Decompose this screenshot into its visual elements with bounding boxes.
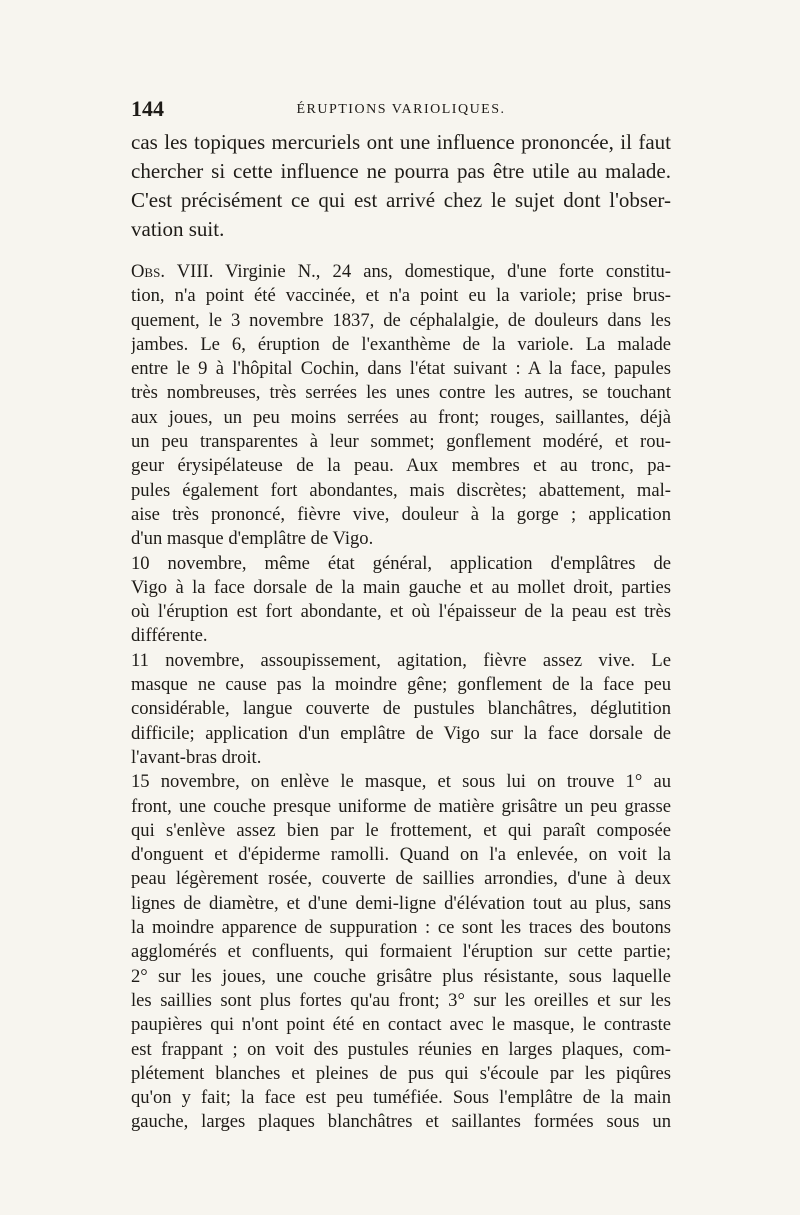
text-line: considérable, langue couverte de pustules blanchâtres, déglutition — [131, 698, 671, 720]
text-line: jambes. Le 6, éruption de l'exanthème de la variole. La malade — [131, 333, 671, 355]
text-line: gauche, larges plaques blanchâtres et saillantes formées sous un — [131, 1111, 671, 1133]
text-line: entre le 9 à l'hôpital Cochin, dans l'état suivant : A la face, papules — [131, 358, 671, 380]
text-line: lignes de diamètre, et d'une demi-ligne d'élévation tout au plus, sans — [131, 892, 671, 914]
text-line: les saillies sont plus fortes qu'au front; 3° sur les oreilles et sur les — [131, 989, 671, 1011]
text-line: pules également fort abondantes, mais discrètes; abattement, mal- — [131, 479, 671, 501]
observation-label: Obs. VIII. — [131, 261, 214, 282]
text-line: agglomérés et confluents, qui formaient l'éruption sur cette partie; — [131, 941, 671, 963]
text-line: paupières qui n'ont point été en contact avec le masque, le contraste — [131, 1014, 671, 1036]
running-head: ÉRUPTIONS VARIOLIQUES. — [296, 102, 506, 117]
text-line: vation suit. — [131, 217, 225, 241]
text-line: masque ne cause pas la moindre gêne; gonflement de la face peu — [131, 674, 671, 696]
text-line: qu'on y fait; la face est peu tuméfiée. Sous l'emplâtre de la main — [131, 1087, 671, 1109]
text-line: chercher si cette influence ne pourra pas être utile au malade. — [131, 159, 671, 183]
text-line: d'onguent et d'épiderme ramolli. Quand on l'a enlevée, on voit la — [131, 844, 671, 866]
page-number: 144 — [131, 96, 164, 121]
text-line: 2° sur les joues, une couche grisâtre plus résistante, sous laquelle — [131, 965, 671, 987]
observation-paragraph — [131, 260, 671, 1135]
text-line: geur érysipélateuse de la peau. Aux membres et au tronc, pa- — [131, 455, 671, 477]
text-line: l'avant-bras droit. — [131, 746, 262, 768]
page-header — [131, 96, 671, 126]
text-line: tion, n'a point été vaccinée, et n'a point eu la variole; prise brus- — [131, 285, 671, 307]
text-line: 15 novembre, on enlève le masque, et sous lui on trouve 1° au — [131, 771, 671, 793]
text-line: front, une couche presque uniforme de matière grisâtre un peu grasse — [131, 795, 671, 817]
text-line: aux joues, un peu moins serrées au front; rouges, saillantes, déjà — [131, 406, 671, 428]
text-line: Vigo à la face dorsale de la main gauche et au mollet droit, parties — [131, 576, 671, 598]
text-line: d'un masque d'emplâtre de Vigo. — [131, 528, 374, 550]
text-line-rest: Virginie N., 24 ans, domestique, d'une forte constitu- — [225, 261, 671, 282]
text-line: qui s'enlève assez bien par le frottement, et qui paraît composée — [131, 819, 671, 841]
text-line: différente. — [131, 625, 208, 647]
intro-paragraph — [131, 128, 671, 244]
text-line: la moindre apparence de suppuration : ce sont les traces des boutons — [131, 917, 671, 939]
text-line: 10 novembre, même état général, application d'emplâtres de — [131, 552, 671, 574]
text-line: difficile; application d'un emplâtre de Vigo sur la face dorsale de — [131, 722, 671, 744]
text-line: quement, le 3 novembre 1837, de céphalalgie, de douleurs dans les — [131, 309, 671, 331]
text-line: où l'éruption est fort abondante, et où l'épaisseur de la peau est très — [131, 601, 671, 623]
text-line: est frappant ; on voit des pustules réunies en larges plaques, com- — [131, 1038, 671, 1060]
text-line: plétement blanches et pleines de pus qui s'écoule par les piqûres — [131, 1062, 671, 1084]
text-line: cas les topiques mercuriels ont une influence prononcée, il faut — [131, 130, 671, 154]
text-line: C'est précisément ce qui est arrivé chez le sujet dont l'obser- — [131, 188, 671, 212]
text-line: peau légèrement rosée, couverte de saillies arrondies, d'une à deux — [131, 868, 671, 890]
text-line: très nombreuses, très serrées les unes contre les autres, se touchant — [131, 382, 671, 404]
text-line: aise très prononcé, fièvre vive, douleur à la gorge ; application — [131, 503, 671, 525]
body-text — [131, 128, 671, 1135]
text-line: un peu transparentes à leur sommet; gonflement modéré, et rou- — [131, 431, 671, 453]
text-line: 11 novembre, assoupissement, agitation, fièvre assez vive. Le — [131, 649, 671, 671]
text-line — [131, 260, 671, 284]
